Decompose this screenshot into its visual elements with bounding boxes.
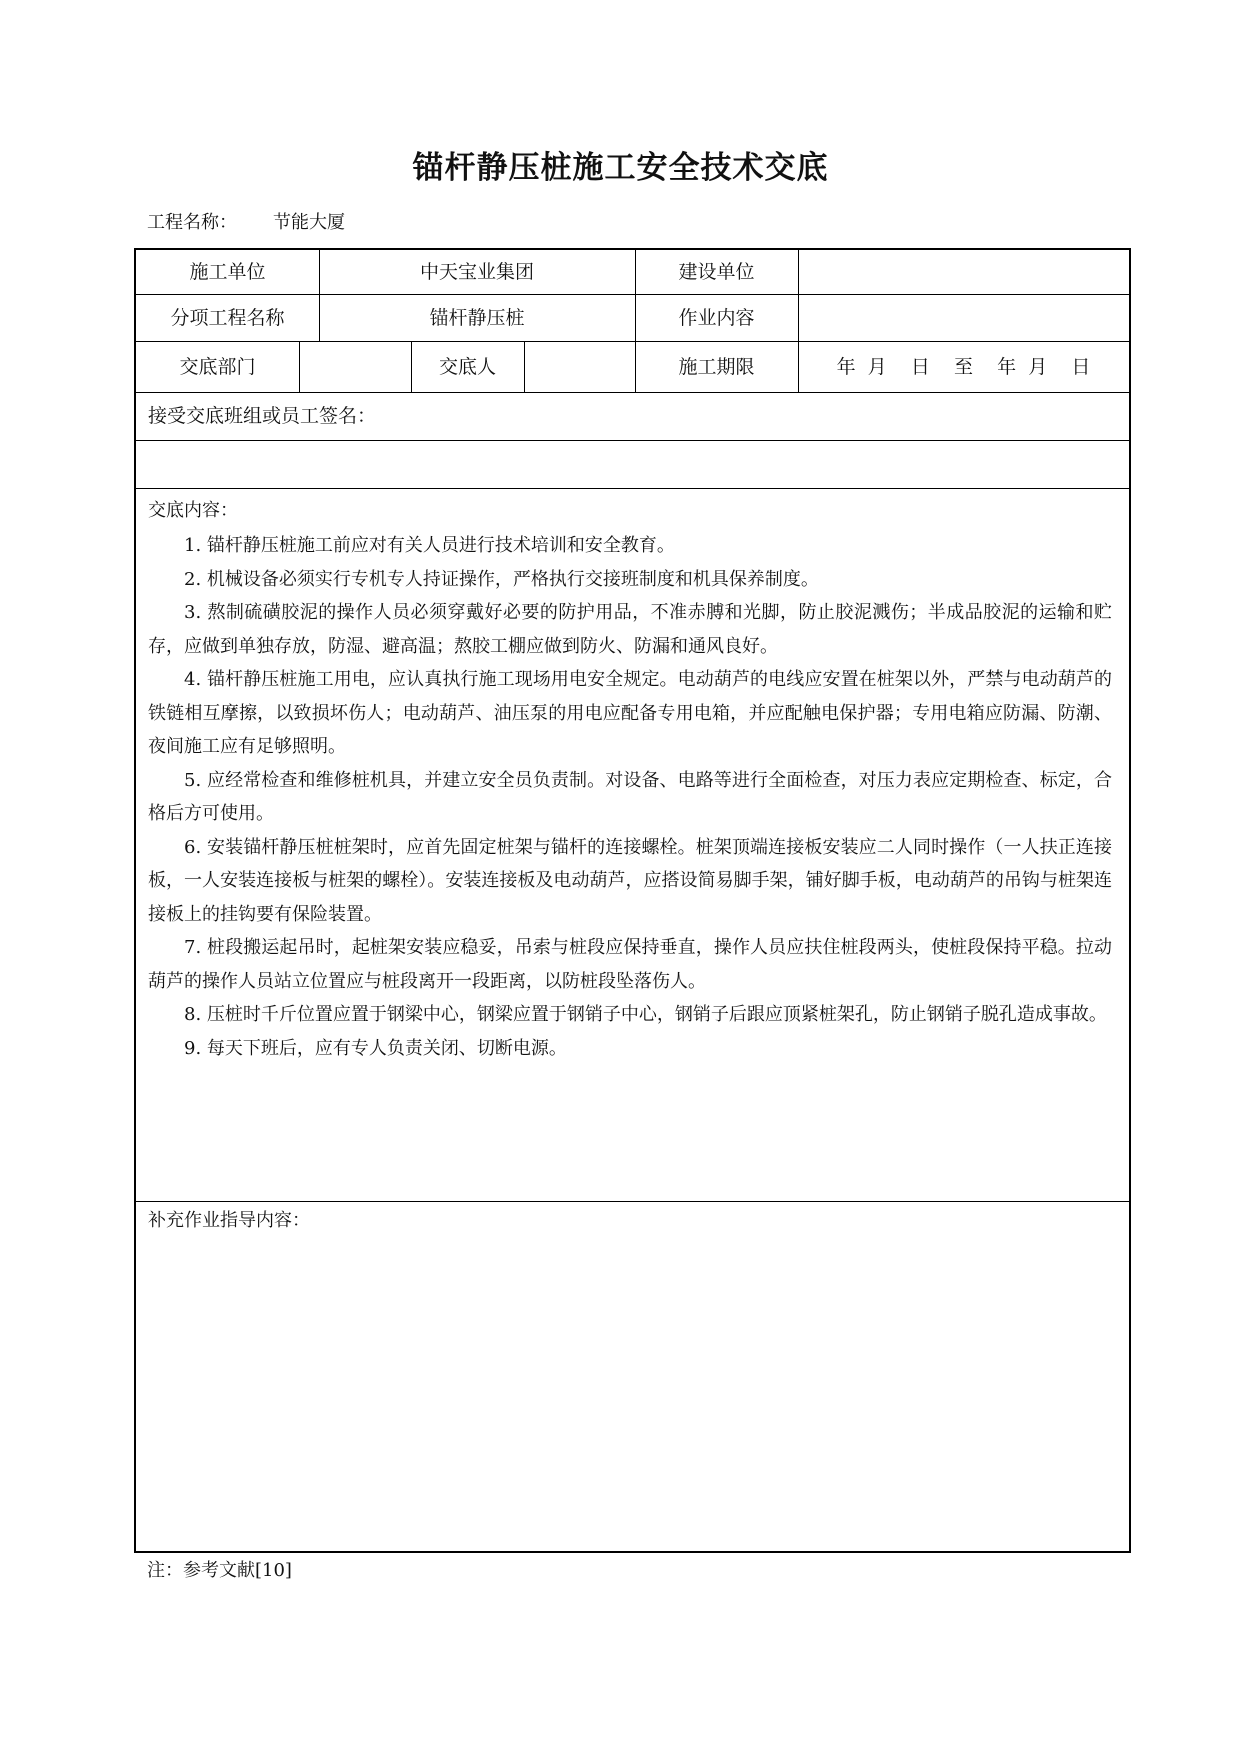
- content-item: 1. 锚杆静压桩施工前应对有关人员进行技术培训和安全教育。: [184, 535, 675, 556]
- content-item: 6. 安装锚杆静压桩桩架时，应首先固定桩架与锚杆的连接螺栓。桩架顶端连接板安装应二人同时操作（一人扶正连接板，一人安装连接板与桩架的螺栓）。安装连接板及电动葫芦，应搭设简易脚手架，铺好脚手板，电动葫芦的吊钩与桩架连接板上的挂钩要有保险装置。: [148, 836, 1112, 925]
- content-item: 8. 压桩时千斤位置应置于钢梁中心，钢梁应置于钢销子中心，钢销子后跟应顶紧桩架孔，防止钢销子脱孔造成事故。: [184, 1004, 1107, 1025]
- content-item: 2. 机械设备必须实行专机专人持证操作，严格执行交接班制度和机具保养制度。: [184, 568, 819, 590]
- subproject-label: 分项工程名称: [170, 306, 285, 329]
- dept-label: 交底部门: [179, 355, 256, 378]
- project-name-label: 工程名称：: [147, 212, 237, 233]
- signature-label: 接受交底班组或员工签名：: [148, 405, 377, 427]
- content-item: 9. 每天下班后，应有专人负责关闭、切断电源。: [184, 1037, 567, 1059]
- project-name-value: 节能大厦: [273, 212, 345, 233]
- signature-area: [136, 440, 1129, 488]
- subproject-value: 锚杆静压桩: [429, 306, 525, 329]
- row-divider: [136, 1201, 1129, 1202]
- content-label: 交底内容：: [148, 500, 238, 521]
- dept-value: [299, 341, 411, 392]
- content-item: 5. 应经常检查和维修桩机具，并建立安全员负责制。对设备、电路等进行全面检查，对压力表应定期检查、标定，合格后方可使用。: [148, 769, 1112, 824]
- footnote: 注：参考文献[10]: [147, 1560, 292, 1581]
- presenter-value: [524, 341, 635, 392]
- content-body: [148, 529, 1112, 1065]
- work-content-value: [798, 294, 1129, 341]
- presenter-label: 交底人: [438, 355, 496, 378]
- client-unit-label: 建设单位: [678, 261, 755, 283]
- construction-unit-value: 中天宝业集团: [419, 261, 534, 283]
- supplement-label: 补充作业指导内容：: [148, 1210, 310, 1231]
- work-content-label: 作业内容: [678, 306, 755, 329]
- period-label: 施工期限: [678, 355, 755, 378]
- disclosure-form-table: [134, 248, 1131, 1553]
- period-value: 年 月 日 至 年 月 日: [836, 355, 1091, 378]
- content-item: 3. 熬制硫磺胶泥的操作人员必须穿戴好必要的防护用品，不准赤膊和光脚，防止胶泥溅伤；半成品胶泥的运输和贮存，应做到单独存放，防湿、避高温；熬胶工棚应做到防火、防漏和通风良好。: [148, 602, 1112, 657]
- content-item: 4. 锚杆静压桩施工用电，应认真执行施工现场用电安全规定。电动葫芦的电线应安置在桩架以外，严禁与电动葫芦的铁链相互摩擦，以致损坏伤人；电动葫芦、油压泵的用电应配备专用电箱，并应配触电保护器；专用电箱应防漏、防潮、夜间施工应有足够照明。: [148, 669, 1112, 757]
- project-name-line: [147, 210, 345, 236]
- row-divider: [136, 488, 1129, 489]
- client-unit-value: [798, 250, 1129, 294]
- page-title: 锚杆静压桩施工安全技术交底: [412, 150, 829, 186]
- construction-unit-label: 施工单位: [189, 261, 266, 283]
- content-item: 7. 桩段搬运起吊时，起桩架安装应稳妥，吊索与桩段应保持垂直，操作人员应扶住桩段两头，使桩段保持平稳。拉动葫芦的操作人员站立位置应与桩段离开一段距离，以防桩段坠落伤人。: [148, 937, 1112, 992]
